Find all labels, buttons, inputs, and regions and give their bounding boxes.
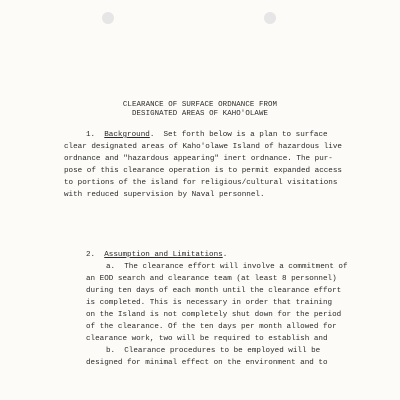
para-a-line-4: on the Island is not completely shut down for the period — [86, 311, 342, 319]
section-1-line-1: clear designated areas of Kaho'olawe Island of hazardous live — [64, 143, 342, 151]
section-2-heading-line — [86, 250, 227, 260]
para-b-label: b. — [106, 347, 116, 355]
section-2-heading: Assumption and Limitations — [104, 251, 223, 259]
section-1-first-line: 1. Background. Set forth below is a plan to surface — [86, 131, 328, 139]
document-title — [0, 101, 400, 119]
para-a-first-line — [106, 262, 348, 272]
section-1-heading: Background — [104, 131, 150, 139]
para-b-line-1-text: designed for minimal effect on the environment and to — [86, 359, 328, 367]
section-2-number: 2. — [86, 251, 96, 259]
para-a-line-0: The clearance effort will involve a commitment of — [124, 263, 348, 271]
para-a-line-6: clearance work, two will be required to establish and — [86, 335, 328, 343]
punch-hole-left — [102, 12, 114, 24]
section-1-line-5: with reduced supervision by Naval personnel. — [64, 191, 265, 199]
para-b-first-line-text: Clearance procedures to be employed will be — [124, 347, 321, 355]
para-b-first-line — [106, 346, 320, 356]
para-a-line-2: during ten days of each month until the clearance effort — [86, 287, 342, 295]
section-1-line-2: ordnance and "hazardous appearing" inert ordnance. The pur- — [64, 155, 333, 163]
section-1-line-3: pose of this clearance operation is to permit expanded access — [64, 167, 342, 175]
para-a-line-3: is completed. This is necessary in order that training — [86, 299, 333, 307]
punch-hole-right — [264, 12, 276, 24]
title-line-1: CLEARANCE OF SURFACE ORDNANCE FROM — [122, 101, 278, 109]
section-1-number: 1. — [86, 131, 96, 139]
title-line-2: DESIGNATED AREAS OF KAHO'OLAWE — [131, 110, 269, 118]
para-a-label: a. — [106, 263, 116, 271]
para-a-line-5: of the clearance. Of the ten days per month allowed for — [86, 323, 337, 331]
para-b-line-1 — [86, 358, 328, 368]
section-1-line-0: Set forth below is a plan to surface — [163, 131, 328, 139]
section-2-heading-end: . — [222, 251, 228, 259]
para-a-line-1: an EOD search and clearance team (at least 8 personnel) — [86, 275, 337, 283]
section-1-line-4: to portions of the island for religious/cultural visitations — [64, 179, 338, 187]
